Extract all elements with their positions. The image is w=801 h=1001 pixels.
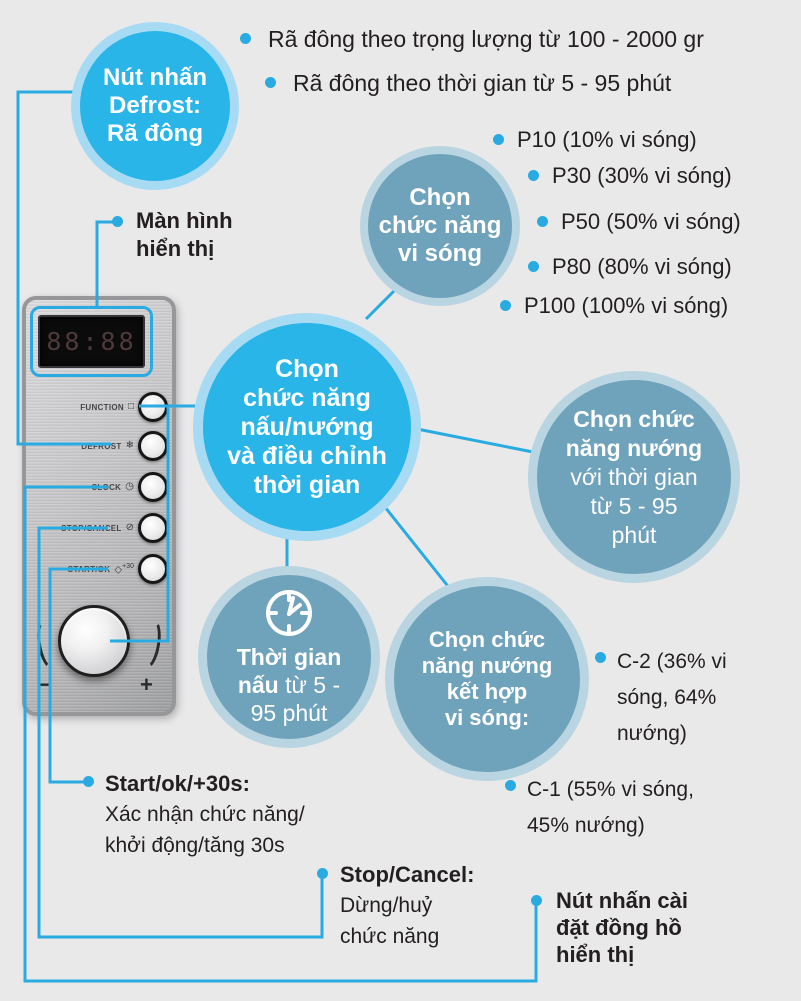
main-function-circle	[193, 313, 421, 541]
clock-icon	[263, 587, 315, 639]
stop-cancel-callout	[340, 859, 474, 952]
stop-icon: ⊘	[125, 522, 134, 533]
defrost-weight-bullet: Rã đông theo trọng lượng từ 100 - 2000 gr	[268, 26, 704, 52]
label-line: đặt đồng hồ	[556, 915, 682, 940]
label-line: hiển thị	[556, 942, 635, 967]
function-icon: □	[127, 401, 134, 412]
callout-line: và điều chỉnh	[227, 441, 387, 470]
callout-line: với thời gian	[570, 463, 698, 490]
callout-line: từ 5 - 95	[590, 492, 678, 519]
combi-level-c1	[527, 772, 694, 844]
combi-level-c2	[617, 644, 727, 752]
bullet-dot	[265, 77, 276, 88]
label-line: C-2 (36% vi	[617, 650, 727, 673]
callout-line: năng nướng	[421, 653, 553, 678]
callout-line: kết hợp	[446, 679, 528, 704]
label-title: Stop/Cancel:	[340, 862, 475, 887]
callout-line: vi sóng:	[444, 705, 530, 730]
combi-function-circle	[385, 577, 589, 781]
display-digits: 88:88	[46, 327, 137, 356]
label-line: C-1 (55% vi sóng,	[527, 778, 694, 801]
power-level-item: P80 (80% vi sóng)	[552, 254, 732, 279]
bullet-dot	[528, 261, 539, 272]
callout-line: nấu/nướng	[240, 412, 374, 441]
label-line: nướng)	[617, 722, 687, 745]
callout-line: nấu từ 5 -	[237, 672, 341, 698]
label-line: chức năng	[340, 925, 440, 948]
clock-label: CLOCK	[91, 482, 122, 492]
bullet-dot	[531, 895, 542, 906]
stop-cancel-label: STOP/CANCEL	[61, 523, 122, 533]
bullet-dot	[83, 776, 94, 787]
label-line: hiển thị	[136, 236, 215, 261]
callout-line: chức năng	[243, 383, 371, 412]
power-level-item: P50 (50% vi sóng)	[561, 209, 741, 234]
bullet-dot	[317, 868, 328, 879]
power-level-item: P30 (30% vi sóng)	[552, 163, 732, 188]
callout-line: chức năng	[378, 212, 502, 239]
start-ok-callout	[105, 768, 305, 861]
display-screen-label	[136, 207, 233, 263]
grill-function-circle	[528, 371, 740, 583]
bullet-dot	[500, 300, 511, 311]
snowflake-icon: ❄	[125, 440, 134, 451]
bullet-dot	[112, 216, 123, 227]
callout-line: Chọn chức	[428, 627, 546, 652]
callout-line: 95 phút	[250, 700, 328, 726]
bullet-dot	[493, 134, 504, 145]
callout-line: thời gian	[253, 470, 361, 499]
knob-plus-sign: +	[140, 672, 153, 697]
bullet-dot	[505, 780, 516, 791]
callout-line: Chọn chức	[573, 405, 695, 432]
callout-line: vi sóng	[397, 240, 482, 267]
callout-line: Nút nhấn	[103, 64, 207, 91]
callout-line: Chọn	[409, 184, 471, 211]
label-line: sóng, 64%	[617, 686, 717, 709]
start-diamond-icon: ◇$^{+30}$	[114, 563, 134, 576]
callout-line: Thời gian	[236, 644, 342, 670]
callout-line: năng nướng	[565, 434, 703, 461]
label-line: 45% nướng)	[527, 814, 645, 837]
microwave-function-circle	[360, 146, 520, 306]
callout-line: Rã đông	[107, 120, 203, 147]
callout-line: Defrost:	[108, 92, 201, 119]
knob-minus-sign: −	[37, 672, 50, 697]
label-title: Start/ok/+30s:	[105, 771, 250, 796]
power-level-item: P100 (100% vi sóng)	[524, 293, 729, 318]
function-label: FUNCTION	[80, 402, 124, 412]
label-line: Xác nhận chức năng/	[105, 803, 305, 826]
defrost-label: DEFROST	[81, 441, 122, 451]
callout-line: Chọn	[275, 354, 339, 383]
start-ok-label: START/OK	[67, 564, 111, 574]
bullet-dot	[240, 33, 251, 44]
cook-time-circle	[198, 566, 380, 748]
label-line: Màn hình	[136, 208, 233, 233]
plus30-badge: +30	[122, 563, 134, 571]
label-line: khởi động/tăng 30s	[105, 834, 285, 857]
clock-dial-icon: ◷	[125, 481, 134, 492]
callout-line: phút	[611, 521, 657, 548]
label-line: Nút nhấn cài	[556, 888, 689, 913]
label-line: Dừng/huỷ	[340, 894, 433, 917]
bullet-dot	[537, 216, 548, 227]
defrost-time-bullet: Rã đông theo thời gian từ 5 - 95 phút	[293, 70, 672, 96]
bullet-dot	[528, 170, 539, 181]
power-level-item: P10 (10% vi sóng)	[517, 127, 697, 152]
defrost-callout-circle	[71, 22, 239, 190]
bullet-dot	[595, 652, 606, 663]
clock-set-callout	[556, 887, 688, 968]
